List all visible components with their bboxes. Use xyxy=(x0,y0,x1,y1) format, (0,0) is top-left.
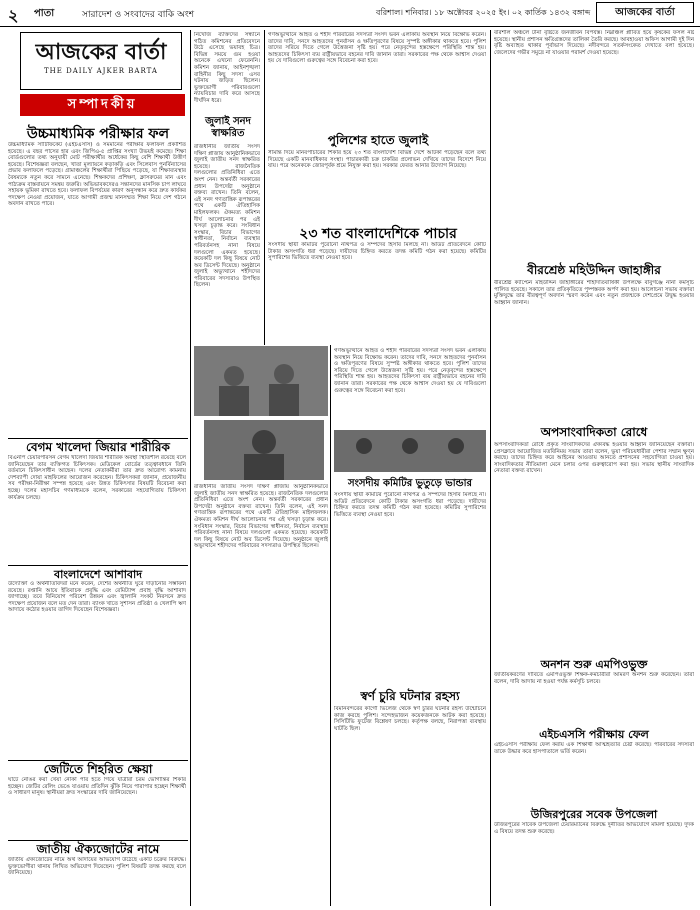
photo-3 xyxy=(334,430,486,472)
crime-body xyxy=(494,442,694,652)
mp-body xyxy=(494,672,694,724)
jetty-headline: জেটিতে শিহরিত ক্ষেয়া xyxy=(8,760,188,781)
photo-3-icon xyxy=(334,430,486,472)
page-header xyxy=(0,0,700,27)
parliament-headline: সংসদীয় কমিটির ভুতুড়ে ভান্ডার xyxy=(347,478,473,489)
page-number: ২ xyxy=(8,6,19,25)
july-text: রাজধানীর জাতীয় সংসদ দক্ষিণ প্লাজায় আনুষ্ঠানিকভাবে জুলাই জাতীয় সনদ স্বাক্ষরিত হয়েছে। রাজনৈতিক দলগুলোর প্রতিনিধিরা এতে অংশ নেন। অন্তর্বর্তী সরকারের প্রধান উপদেষ্টা অনুষ্ঠানে বক্তব্য রাখেন। তিনি বলেন, এই সনদ গণতান্ত্রিক রূপান্তরের পথে একটি ঐতিহাসিক মাইলফলক। ঐকমত্য কমিশন দীর্ঘ আলোচনার পর এই খসড়া চূড়ান্ত করে। সংবিধান সংস্কার, বিচার বিভাগের স্বাধীনতা, নির্বাচন ব্যবস্থার পরিবর্তনসহ নানা বিষয়ে দলগুলো একমত হয়েছে। কয়েকটি দল কিছু বিষয়ে নোট অব ডিসেন্ট দিয়েছে। অনুষ্ঠানে জুলাই অভ্যুত্থানে শহীদদের পরিবারের সদস্যরাও উপস্থিত ছিলেন। xyxy=(194,144,260,289)
date-line: বরিশাল। শনিবার। ১৮ অক্টোবর ২০২৫ ইং। ০২ কার্তিক ১৪৩২ বঙ্গাব্দ xyxy=(376,8,591,17)
wish-headline: বাংলাদেশে আশাবাদ xyxy=(8,565,188,585)
photo-1 xyxy=(194,346,328,416)
photo-2 xyxy=(204,420,324,480)
upazila-text: উজিরপুরের সাবেক উপজেলা চেয়ারম্যানের বিরুদ্ধে দুর্নীতির অভিযোগে মামলা হয়েছে। দুদক এ বিষয়ে তদন্ত শুরু করেছে। xyxy=(494,822,694,835)
column-rule xyxy=(190,30,191,906)
col4-top-text: বরিশাল অঞ্চলে টানা বৃষ্টিতে জনজীবন বিপর্যস্ত। নিম্নাঞ্চল প্লাবিত হয়ে কৃষকের ফসল নষ্ট হয়েছে। স্থানীয় প্রশাসন ক্ষতিগ্রস্তদের তালিকা তৈরি করছে। আবহাওয়া অফিস আগামী দুই দিন বৃষ্টি অব্যাহত থাকার পূর্বাভাস দিয়েছে। নদীবন্দরে সতর্কসংকেত দেখাতে বলা হয়েছে। জেলেদের গভীর সমুদ্রে না যাওয়ার পরামর্শ দেওয়া হয়েছে। xyxy=(494,30,694,56)
col3-top-text: গণঅভ্যুত্থানে আহত ও শহীদ পরিবারের সদস্যরা সংসদ ভবন এলাকায় অবস্থান নিয়ে বিক্ষোভ করেন। তাদের দাবি, সনদে আহতদের পুনর্বাসন ও ক্ষতিপূরণের বিষয়ে সুস্পষ্ট অঙ্গীকার থাকতে হবে। পুলিশ তাদের সরিয়ে দিতে গেলে উত্তেজনা সৃষ্টি হয়। পরে নেতৃবৃন্দের হস্তক্ষেপে পরিস্থিতি শান্ত হয়। আহতদের চিকিৎসা ব্যয় রাষ্ট্রীয়ভাবে বহনের দাবি জানান তারা। সরকারের পক্ষ থেকে আশ্বাস দেওয়া হয় যে দাবিগুলো গুরুত্বের সঙ্গে বিবেচনা করা হবে। xyxy=(268,32,486,65)
police-body xyxy=(268,150,486,220)
gold-body xyxy=(334,706,486,904)
parliament-text: সংসদীয় স্থায়ী কমিটির পুরোনো নথিপত্র ও সম্পদের হিসাব মিলছে না। অডিট প্রতিবেদনে কোটি টাকার অসংগতি ধরা পড়েছে। দায়ীদের চিহ্নিত করতে তদন্ত কমিটি গঠন করা হয়েছে। কমিটির সুপারিশের ভিত্তিতে ব্যবস্থা নেওয়া হবে। xyxy=(334,492,486,518)
masthead xyxy=(20,32,182,90)
col4-top-body xyxy=(494,30,694,260)
col3-mid-text: গণঅভ্যুত্থানে আহত ও শহীদ পরিবারের সদস্যরা সংসদ ভবন এলাকায় অবস্থান নিয়ে বিক্ষোভ করেন। তাদের দাবি, সনদে আহতদের পুনর্বাসন ও ক্ষতিপূরণের বিষয়ে সুস্পষ্ট অঙ্গীকার থাকতে হবে। পুলিশ তাদের সরিয়ে দিতে গেলে উত্তেজনা সৃষ্টি হয়। পরে নেতৃবৃন্দের হস্তক্ষেপে পরিস্থিতি শান্ত হয়। আহতদের চিকিৎসা ব্যয় রাষ্ট্রীয়ভাবে বহনের দাবি জানান তারা। সরকারের পক্ষ থেকে আশ্বাস দেওয়া হয় যে দাবিগুলো গুরুত্বের সঙ্গে বিবেচনা করা হবে। xyxy=(334,348,486,394)
begum-body xyxy=(8,455,186,563)
col2-lower-text: রাজধানীর জাতীয় সংসদ দক্ষিণ প্লাজায় আনুষ্ঠানিকভাবে জুলাই জাতীয় সনদ স্বাক্ষরিত হয়েছে। রাজনৈতিক দলগুলোর প্রতিনিধিরা এতে অংশ নেন। অন্তর্বর্তী সরকারের প্রধান উপদেষ্টা অনুষ্ঠানে বক্তব্য রাখেন। তিনি বলেন, এই সনদ গণতান্ত্রিক রূপান্তরের পথে একটি ঐতিহাসিক মাইলফলক। ঐকমত্য কমিশন দীর্ঘ আলোচনার পর এই খসড়া চূড়ান্ত করে। সংবিধান সংস্কার, বিচার বিভাগের স্বাধীনতা, নির্বাচন ব্যবস্থার পরিবর্তনসহ নানা বিষয়ে দলগুলো একমত হয়েছে। কয়েকটি দল কিছু বিষয়ে নোট অব ডিসেন্ট দিয়েছে। অনুষ্ঠানে জুলাই অভ্যুত্থানে শহীদদের পরিবারের সদস্যরাও উপস্থিত ছিলেন। xyxy=(194,484,328,550)
photo-1-icon xyxy=(194,346,328,416)
page-label: পাতা xyxy=(34,8,55,19)
hsc-body xyxy=(494,742,694,804)
parliament-body xyxy=(334,492,486,682)
masthead-title: আজকের বার্তা xyxy=(35,39,167,65)
col2-top-body xyxy=(194,32,260,112)
editorial-text: উচ্চমাধ্যমিক সার্টিফিকেট (এইচএসসি) ও সমমানের পরীক্ষার ফলাফল প্রকাশিত হয়েছে। এ বছর পাসের হার এবং জিপিএ-৫ প্রাপ্তির সংখ্যা উভয়ই কমেছে। শিক্ষা বোর্ডগুলোর তথ্য অনুযায়ী মোট পরীক্ষার্থীর অর্ধেকের কিছু বেশি শিক্ষার্থী উত্তীর্ণ হয়েছে। বিশেষজ্ঞরা বলছেন, খাতা মূল্যায়নে কড়াকড়ি এবং সিলেবাস পুনর্বিন্যাসের প্রভাব ফলাফলে পড়েছে। গ্রামাঞ্চলের শিক্ষার্থীরা পিছিয়ে পড়েছে, যা শিক্ষাব্যবস্থার বৈষম্যকে নতুন করে সামনে এনেছে। শিক্ষকদের প্রশিক্ষণ, ক্লাসরুমের মান এবং পাঠ্যক্রম বাস্তবায়নে সমন্বয় জরুরি। অভিভাবকদেরও সন্তানদের মানসিক চাপ লাঘবে সহায়ক ভূমিকা রাখতে হবে। ফলাফল বিপর্যয়ের কারণ অনুসন্ধান করে দ্রুত কার্যকর পদক্ষেপ নেওয়া প্রয়োজন, যাতে আগামী প্রজন্ম মানসম্মত শিক্ষা নিয়ে দেশ গঠনে অবদান রাখতে পারে। xyxy=(8,142,186,208)
column-rule xyxy=(490,30,491,906)
unity-text: জাতীয় ঐক্যজোটের নামে অর্থ আদায়ের অভিযোগ উঠেছে একটি চক্রের বিরুদ্ধে। ভুক্তভোগীরা থানায় লিখিত অভিযোগ দিয়েছেন। পুলিশ বিষয়টি তদন্ত করছে বলে জানিয়েছে। xyxy=(8,857,186,877)
editorial-body xyxy=(8,142,186,438)
police-headline: পুলিশের হাতে জুলাই xyxy=(327,133,429,147)
hero-body xyxy=(494,280,694,420)
july-body xyxy=(194,144,260,344)
july-headline: জুলাই সনদ স্বাক্ষরিত xyxy=(205,116,251,139)
col3-top-body xyxy=(268,32,486,132)
jetty-text: ঘাটে নোঙর করা খেয়া নৌকা পার হতে গিয়ে যাত্রীরা চরম ভোগান্তির শিকার হচ্ছেন। জেটির রেলিং ভেঙে যাওয়ায় প্রতিদিন ঝুঁকি নিয়ে পারাপার হচ্ছেন শিক্ষার্থী ও সাধারণ মানুষ। স্থানীয়রা দ্রুত সংস্কারের দাবি জানিয়েছেন। xyxy=(8,777,186,797)
gold-text: বিমানবন্দরের কার্গো ভিলেজ থেকে স্বর্ণ চুরির ঘটনার রহস্য উন্মোচনে কাজ করছে পুলিশ। সন্দেহভাজন কয়েকজনকে আটক করা হয়েছে। সিসিটিভি ফুটেজ বিশ্লেষণ চলছে। কর্তৃপক্ষ বলছে, নিরাপত্তা ব্যবস্থায় ঘাটতি ছিল। xyxy=(334,706,486,732)
mp-text: জাতীয়করণের দাবিতে এমপিওভুক্ত শিক্ষক-কর্মচারীরা আমরণ অনশন শুরু করেছেন। তারা বলেন, দাবি আদায় না হওয়া পর্যন্ত কর্মসূচি চলবে। xyxy=(494,672,694,685)
upazila-headline: উজিরপুরের সবেক উপজেলা xyxy=(530,808,658,821)
hsc-headline: এইচএসসি পরীক্ষায় ফেল xyxy=(539,728,649,741)
col2-lower-body xyxy=(194,484,328,904)
crime-headline: অপসাংবাদিকতা রোধে xyxy=(540,425,648,439)
hsc-text: এইচএসসি পরীক্ষায় ফেল করায় এক শিক্ষার্থী আত্মহত্যার চেষ্টা করেছে। পরিবারের সদস্যরা তাকে উদ্ধার করে হাসপাতালে ভর্তি করেন। xyxy=(494,742,694,755)
mini-title: আজকের বার্তা xyxy=(596,2,694,23)
smuggling-text: সংসদীয় স্থায়ী কমিটির পুরোনো নথিপত্র ও সম্পদের হিসাব মিলছে না। অডিট প্রতিবেদনে কোটি টাকার অসংগতি ধরা পড়েছে। দায়ীদের চিহ্নিত করতে তদন্ত কমিটি গঠন করা হয়েছে। কমিটির সুপারিশের ভিত্তিতে ব্যবস্থা নেওয়া হবে। xyxy=(268,242,486,262)
column-rule xyxy=(330,345,331,906)
smuggling-headline: ২৩ শত বাংলাদেশিকে পাচার xyxy=(299,226,457,242)
unity-headline: জাতীয় ঐক্যজোটের নামে xyxy=(8,840,188,861)
smuggling-body xyxy=(268,242,486,342)
unity-body xyxy=(8,857,186,905)
column-rule xyxy=(264,30,265,345)
wish-body xyxy=(8,581,186,759)
col3-mid-body xyxy=(334,348,486,426)
masthead-subtitle: THE DAILY AJKER BARTA xyxy=(44,67,158,75)
editorial-headline: উচ্চমাধ্যমিক পরীক্ষার ফল xyxy=(26,126,170,142)
wish-text: উদ্যোক্তা ও অর্থনীতিবিদরা মনে করেন, দেশের অর্থনীতি ঘুরে দাঁড়ানোর সম্ভাবনা রয়েছে। রপ্তানি আয়ে ইতিবাচক প্রবৃদ্ধি এবং রেমিট্যান্স প্রবাহ বৃদ্ধি আশাবাদ জাগাচ্ছে। তবে বিনিয়োগ পরিবেশ উন্নয়ন এবং জ্বালানি সংকট নিরসনে দ্রুত পদক্ষেপ প্রয়োজন বলে মত দেন তারা। ব্যাংক খাতে সুশাসন প্রতিষ্ঠা ও খেলাপি ঋণ আদায়ে কঠোর হওয়ার তাগিদ দিয়েছেন বিশেষজ্ঞরা। xyxy=(8,581,186,614)
police-text: সীমান্ত দিয়ে মানবপাচারের শিকার হয়ে ২৩ শত বাংলাদেশি বিভিন্ন দেশে আটকা পড়েছেন বলে তথ্য দিয়েছে একটি মানবাধিকার সংস্থা। পাচারকারী চক্র চাকরির প্রলোভন দেখিয়ে তাদের বিদেশে নিয়ে যায়। পরে অনেককে জোরপূর্বক শ্রমে নিযুক্ত করা হয়। সরকার ফেরত আনার উদ্যোগ নিয়েছে। xyxy=(268,150,486,170)
editorial-band: সম্পাদকীয় xyxy=(20,94,185,116)
section-title: সারাদেশ ও সংবাদের বাকি অংশ xyxy=(82,10,195,20)
col2-top-text: নিখোঁজ ব্যক্তিদের সন্ধানে গঠিত কমিশনের প্রতিবেদনে উঠে এসেছে ভয়াবহ চিত্র। বিভিন্ন সময়ে গুম হওয়া অনেকে এখনো ফেরেননি। কমিশন জানায়, আইনশৃঙ্খলা বাহিনীর কিছু সদস্য এসব ঘটনায় জড়িত ছিলেন। ভুক্তভোগী পরিবারগুলো ন্যায়বিচার দাবি করে আসছে দীর্ঘদিন ধরে। xyxy=(194,32,260,104)
mp-headline: অনশন শুরু এমপিওভুক্ত xyxy=(540,658,648,671)
hero-headline: বীরশ্রেষ্ঠ মহিউদ্দিন জাহাঙ্গীর xyxy=(527,263,661,277)
photo-2-icon xyxy=(204,420,324,480)
hero-text: বীরশ্রেষ্ঠ ক্যাপ্টেন মহিউদ্দিন জাহাঙ্গীরের শাহাদাতবার্ষিকী উপলক্ষে বাবুগঞ্জে নানা কর্মসূচি পালিত হয়েছে। সকালে তার প্রতিকৃতিতে পুষ্পস্তবক অর্পণ করা হয়। আলোচনা সভায় বক্তারা মুক্তিযুদ্ধে তার বীরত্বপূর্ণ অবদান স্মরণ করেন এবং নতুন প্রজন্মকে দেশপ্রেমে উদ্বুদ্ধ হওয়ার আহ্বান জানান। xyxy=(494,280,694,306)
crime-text: অপসাংবাদিকতা রোধে প্রকৃত সাংবাদিকদের ঐক্যবদ্ধ হওয়ার আহ্বান জানিয়েছেন বক্তারা। প্রেসক্লাবে আয়োজিত মতবিনিময় সভায় তারা বলেন, ভুয়া পরিচয়ধারীরা পেশার সম্মান ক্ষুণ্ন করছে। তাদের চিহ্নিত করে আইনের আওতায় আনতে প্রশাসনের সহযোগিতা চাওয়া হয়। সাংবাদিকতার নীতিমালা মেনে চলার ওপর গুরুত্বারোপ করা হয়। সভায় স্থানীয় সাংবাদিক নেতারা বক্তব্য রাখেন। xyxy=(494,442,694,475)
jetty-body xyxy=(8,777,186,839)
begum-text: বিএনপি চেয়ারপারসন বেগম খালেদা জিয়ার শারীরিক অবস্থা স্থিতিশীল রয়েছে বলে জানিয়েছেন তার ব্যক্তিগত চিকিৎসক। মেডিকেল বোর্ডের তত্ত্বাবধানে তিনি বর্তমানে চিকিৎসাধীন আছেন। দলের নেতাকর্মীরা তার দ্রুত আরোগ্য কামনায় দেশব্যাপী দোয়া মাহফিলের আয়োজন করেছেন। চিকিৎসকরা জানান, প্রয়োজনীয় সব পরীক্ষা-নিরীক্ষা সম্পন্ন হয়েছে এবং উন্নত চিকিৎসার বিষয়টি বিবেচনা করা হচ্ছে। দলের মহাসচিব গণমাধ্যমকে বলেন, সরকারের সহযোগিতায় চিকিৎসা কার্যক্রম চলছে। xyxy=(8,455,186,501)
upazila-body xyxy=(494,822,694,906)
gold-headline: স্বর্ণ চুরি ঘটনার রহস্য xyxy=(360,689,460,703)
begum-headline: বেগম খালেদা জিয়ার শারীরিক xyxy=(8,438,188,459)
